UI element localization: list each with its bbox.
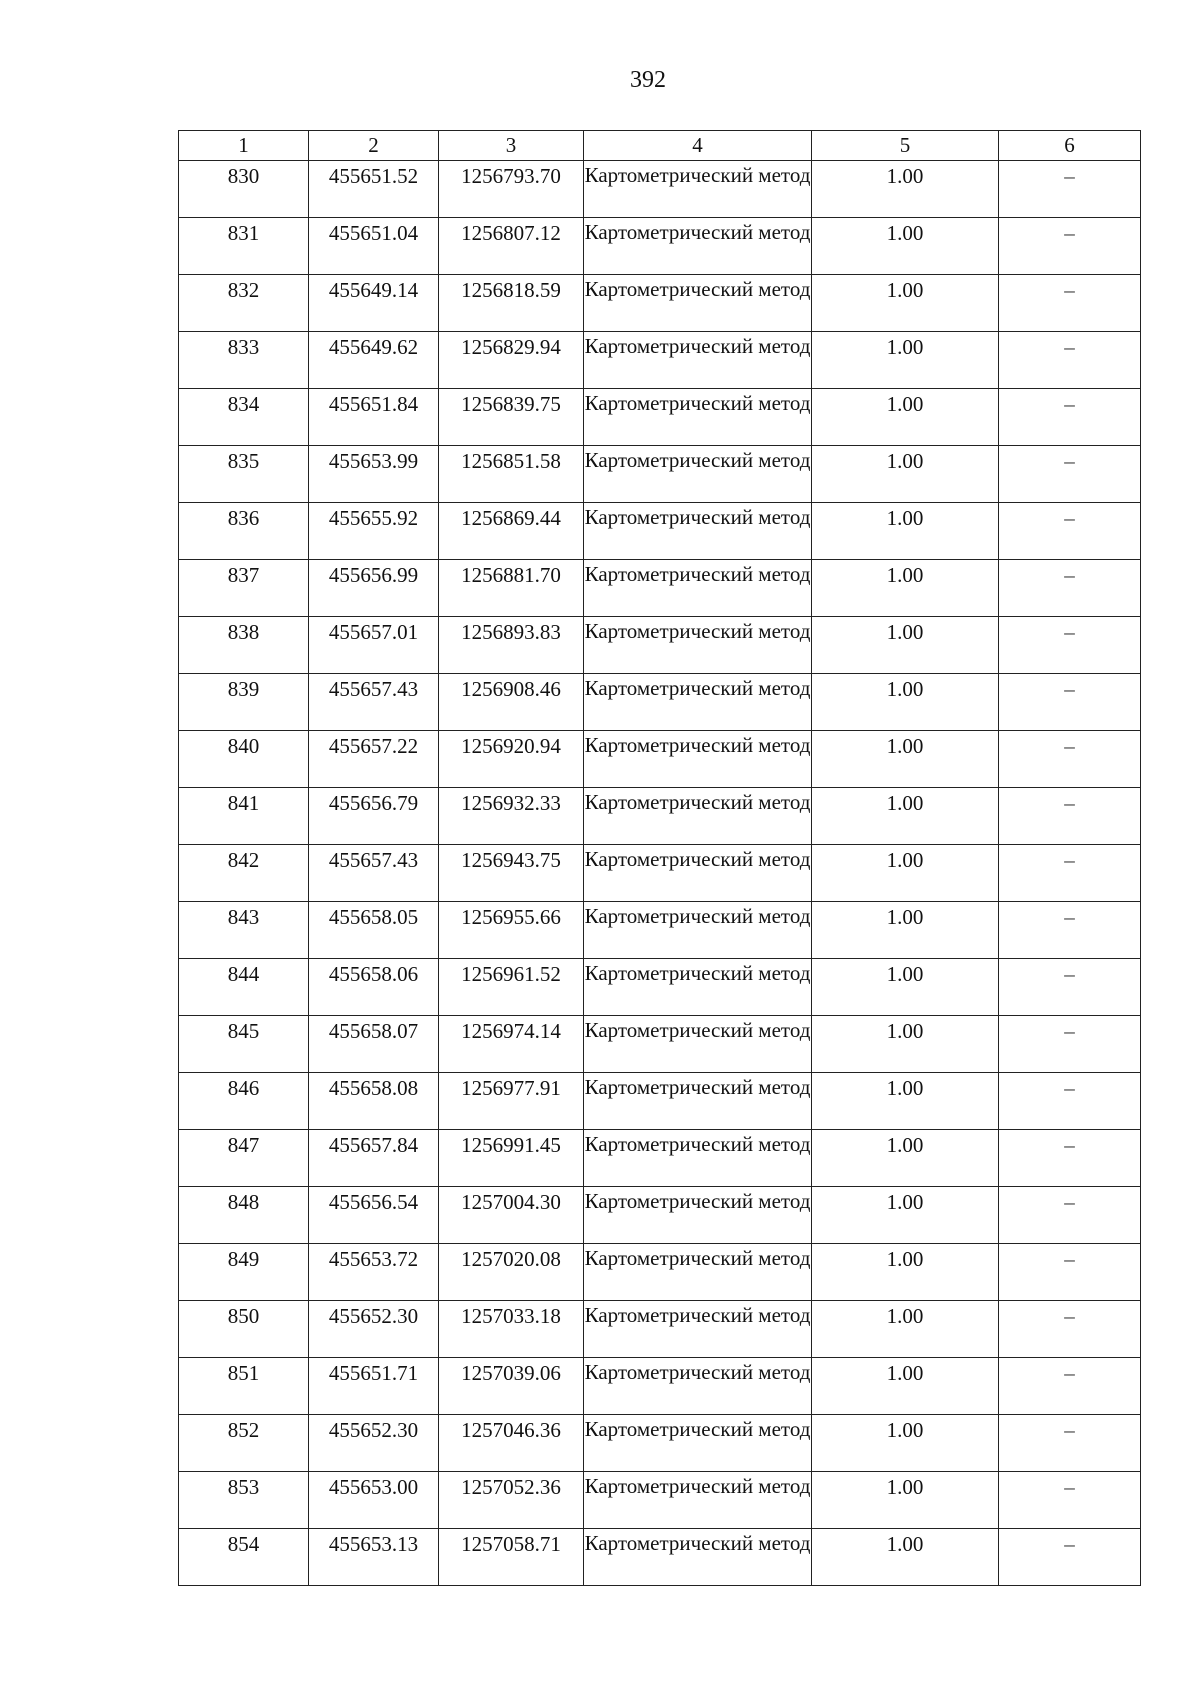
method-cell: Картометрический метод xyxy=(584,845,812,902)
accuracy-cell: 1.00 xyxy=(812,1130,999,1187)
accuracy-cell: 1.00 xyxy=(812,218,999,275)
y-coordinate-cell: 1257052.36 xyxy=(439,1472,584,1529)
note-cell: – xyxy=(999,1130,1141,1187)
y-coordinate-cell: 1256977.91 xyxy=(439,1073,584,1130)
x-coordinate-cell: 455653.13 xyxy=(309,1529,439,1586)
y-coordinate-cell: 1256793.70 xyxy=(439,161,584,218)
method-cell: Картометрический метод xyxy=(584,1529,812,1586)
accuracy-cell: 1.00 xyxy=(812,788,999,845)
accuracy-cell: 1.00 xyxy=(812,275,999,332)
note-cell: – xyxy=(999,1187,1141,1244)
method-cell: Картометрический метод xyxy=(584,1187,812,1244)
x-coordinate-cell: 455655.92 xyxy=(309,503,439,560)
table-row xyxy=(179,1358,1141,1415)
y-coordinate-cell: 1256829.94 xyxy=(439,332,584,389)
x-coordinate-cell: 455649.62 xyxy=(309,332,439,389)
y-coordinate-cell: 1256893.83 xyxy=(439,617,584,674)
accuracy-cell: 1.00 xyxy=(812,332,999,389)
y-coordinate-cell: 1256908.46 xyxy=(439,674,584,731)
note-cell: – xyxy=(999,959,1141,1016)
note-cell: – xyxy=(999,1301,1141,1358)
column-header-5: 5 xyxy=(812,131,999,161)
y-coordinate-cell: 1257039.06 xyxy=(439,1358,584,1415)
table-row xyxy=(179,959,1141,1016)
y-coordinate-cell: 1256974.14 xyxy=(439,1016,584,1073)
point-number-cell: 838 xyxy=(179,617,309,674)
point-number-cell: 833 xyxy=(179,332,309,389)
x-coordinate-cell: 455652.30 xyxy=(309,1415,439,1472)
table-row xyxy=(179,788,1141,845)
table-row xyxy=(179,1472,1141,1529)
column-header-4: 4 xyxy=(584,131,812,161)
x-coordinate-cell: 455653.72 xyxy=(309,1244,439,1301)
method-cell: Картометрический метод xyxy=(584,218,812,275)
y-coordinate-cell: 1256807.12 xyxy=(439,218,584,275)
note-cell: – xyxy=(999,332,1141,389)
note-cell: – xyxy=(999,503,1141,560)
method-cell: Картометрический метод xyxy=(584,161,812,218)
note-cell: – xyxy=(999,1244,1141,1301)
accuracy-cell: 1.00 xyxy=(812,446,999,503)
point-number-cell: 852 xyxy=(179,1415,309,1472)
table-body xyxy=(179,161,1141,1586)
note-cell: – xyxy=(999,902,1141,959)
point-number-cell: 850 xyxy=(179,1301,309,1358)
point-number-cell: 851 xyxy=(179,1358,309,1415)
table-row xyxy=(179,560,1141,617)
method-cell: Картометрический метод xyxy=(584,389,812,446)
point-number-cell: 837 xyxy=(179,560,309,617)
table-row xyxy=(179,161,1141,218)
accuracy-cell: 1.00 xyxy=(812,1073,999,1130)
point-number-cell: 841 xyxy=(179,788,309,845)
table-row xyxy=(179,845,1141,902)
note-cell: – xyxy=(999,161,1141,218)
y-coordinate-cell: 1256920.94 xyxy=(439,731,584,788)
y-coordinate-cell: 1256881.70 xyxy=(439,560,584,617)
x-coordinate-cell: 455657.84 xyxy=(309,1130,439,1187)
note-cell: – xyxy=(999,845,1141,902)
point-number-cell: 844 xyxy=(179,959,309,1016)
table-row xyxy=(179,275,1141,332)
column-header-6: 6 xyxy=(999,131,1141,161)
y-coordinate-cell: 1257004.30 xyxy=(439,1187,584,1244)
table-row xyxy=(179,1415,1141,1472)
point-number-cell: 835 xyxy=(179,446,309,503)
x-coordinate-cell: 455657.22 xyxy=(309,731,439,788)
table-row xyxy=(179,503,1141,560)
x-coordinate-cell: 455651.71 xyxy=(309,1358,439,1415)
table-row xyxy=(179,332,1141,389)
y-coordinate-cell: 1256955.66 xyxy=(439,902,584,959)
note-cell: – xyxy=(999,617,1141,674)
accuracy-cell: 1.00 xyxy=(812,674,999,731)
method-cell: Картометрический метод xyxy=(584,1016,812,1073)
accuracy-cell: 1.00 xyxy=(812,959,999,1016)
point-number-cell: 830 xyxy=(179,161,309,218)
method-cell: Картометрический метод xyxy=(584,1073,812,1130)
accuracy-cell: 1.00 xyxy=(812,389,999,446)
x-coordinate-cell: 455651.84 xyxy=(309,389,439,446)
point-number-cell: 847 xyxy=(179,1130,309,1187)
point-number-cell: 843 xyxy=(179,902,309,959)
method-cell: Картометрический метод xyxy=(584,1415,812,1472)
x-coordinate-cell: 455658.06 xyxy=(309,959,439,1016)
point-number-cell: 846 xyxy=(179,1073,309,1130)
table-row xyxy=(179,1187,1141,1244)
page-number: 392 xyxy=(630,67,666,93)
accuracy-cell: 1.00 xyxy=(812,731,999,788)
accuracy-cell: 1.00 xyxy=(812,902,999,959)
point-number-cell: 848 xyxy=(179,1187,309,1244)
note-cell: – xyxy=(999,1358,1141,1415)
x-coordinate-cell: 455657.43 xyxy=(309,674,439,731)
method-cell: Картометрический метод xyxy=(584,902,812,959)
note-cell: – xyxy=(999,731,1141,788)
column-header-2: 2 xyxy=(309,131,439,161)
point-number-cell: 839 xyxy=(179,674,309,731)
accuracy-cell: 1.00 xyxy=(812,503,999,560)
header-row xyxy=(179,131,1141,161)
x-coordinate-cell: 455656.99 xyxy=(309,560,439,617)
accuracy-cell: 1.00 xyxy=(812,560,999,617)
method-cell: Картометрический метод xyxy=(584,275,812,332)
method-cell: Картометрический метод xyxy=(584,1301,812,1358)
table-row xyxy=(179,389,1141,446)
y-coordinate-cell: 1256869.44 xyxy=(439,503,584,560)
accuracy-cell: 1.00 xyxy=(812,1016,999,1073)
accuracy-cell: 1.00 xyxy=(812,1301,999,1358)
method-cell: Картометрический метод xyxy=(584,731,812,788)
table-row xyxy=(179,902,1141,959)
point-number-cell: 831 xyxy=(179,218,309,275)
method-cell: Картометрический метод xyxy=(584,959,812,1016)
x-coordinate-cell: 455651.04 xyxy=(309,218,439,275)
y-coordinate-cell: 1257033.18 xyxy=(439,1301,584,1358)
point-number-cell: 832 xyxy=(179,275,309,332)
table-header xyxy=(179,131,1141,161)
point-number-cell: 849 xyxy=(179,1244,309,1301)
point-number-cell: 854 xyxy=(179,1529,309,1586)
accuracy-cell: 1.00 xyxy=(812,617,999,674)
x-coordinate-cell: 455652.30 xyxy=(309,1301,439,1358)
accuracy-cell: 1.00 xyxy=(812,845,999,902)
method-cell: Картометрический метод xyxy=(584,1244,812,1301)
table-row xyxy=(179,731,1141,788)
x-coordinate-cell: 455656.79 xyxy=(309,788,439,845)
table-row xyxy=(179,1016,1141,1073)
y-coordinate-cell: 1256961.52 xyxy=(439,959,584,1016)
accuracy-cell: 1.00 xyxy=(812,1472,999,1529)
x-coordinate-cell: 455653.00 xyxy=(309,1472,439,1529)
point-number-cell: 853 xyxy=(179,1472,309,1529)
x-coordinate-cell: 455649.14 xyxy=(309,275,439,332)
y-coordinate-cell: 1256839.75 xyxy=(439,389,584,446)
y-coordinate-cell: 1256851.58 xyxy=(439,446,584,503)
coordinates-table xyxy=(178,130,1141,1586)
x-coordinate-cell: 455653.99 xyxy=(309,446,439,503)
note-cell: – xyxy=(999,275,1141,332)
table-row xyxy=(179,1073,1141,1130)
note-cell: – xyxy=(999,674,1141,731)
note-cell: – xyxy=(999,218,1141,275)
method-cell: Картометрический метод xyxy=(584,1472,812,1529)
x-coordinate-cell: 455658.07 xyxy=(309,1016,439,1073)
note-cell: – xyxy=(999,1529,1141,1586)
y-coordinate-cell: 1256991.45 xyxy=(439,1130,584,1187)
accuracy-cell: 1.00 xyxy=(812,1529,999,1586)
x-coordinate-cell: 455658.05 xyxy=(309,902,439,959)
table-row xyxy=(179,446,1141,503)
note-cell: – xyxy=(999,1016,1141,1073)
x-coordinate-cell: 455657.43 xyxy=(309,845,439,902)
x-coordinate-cell: 455657.01 xyxy=(309,617,439,674)
point-number-cell: 840 xyxy=(179,731,309,788)
method-cell: Картометрический метод xyxy=(584,446,812,503)
accuracy-cell: 1.00 xyxy=(812,1358,999,1415)
table-row xyxy=(179,1301,1141,1358)
accuracy-cell: 1.00 xyxy=(812,1244,999,1301)
x-coordinate-cell: 455658.08 xyxy=(309,1073,439,1130)
y-coordinate-cell: 1256943.75 xyxy=(439,845,584,902)
method-cell: Картометрический метод xyxy=(584,503,812,560)
method-cell: Картометрический метод xyxy=(584,332,812,389)
note-cell: – xyxy=(999,1472,1141,1529)
method-cell: Картометрический метод xyxy=(584,1130,812,1187)
y-coordinate-cell: 1257046.36 xyxy=(439,1415,584,1472)
table-row xyxy=(179,1529,1141,1586)
column-header-3: 3 xyxy=(439,131,584,161)
note-cell: – xyxy=(999,1415,1141,1472)
note-cell: – xyxy=(999,389,1141,446)
y-coordinate-cell: 1257058.71 xyxy=(439,1529,584,1586)
accuracy-cell: 1.00 xyxy=(812,161,999,218)
method-cell: Картометрический метод xyxy=(584,1358,812,1415)
table-row xyxy=(179,1130,1141,1187)
x-coordinate-cell: 455651.52 xyxy=(309,161,439,218)
method-cell: Картометрический метод xyxy=(584,674,812,731)
point-number-cell: 842 xyxy=(179,845,309,902)
note-cell: – xyxy=(999,788,1141,845)
accuracy-cell: 1.00 xyxy=(812,1187,999,1244)
method-cell: Картометрический метод xyxy=(584,560,812,617)
point-number-cell: 834 xyxy=(179,389,309,446)
point-number-cell: 836 xyxy=(179,503,309,560)
method-cell: Картометрический метод xyxy=(584,617,812,674)
note-cell: – xyxy=(999,446,1141,503)
y-coordinate-cell: 1257020.08 xyxy=(439,1244,584,1301)
point-number-cell: 845 xyxy=(179,1016,309,1073)
note-cell: – xyxy=(999,1073,1141,1130)
column-header-1: 1 xyxy=(179,131,309,161)
table-row xyxy=(179,617,1141,674)
table-row xyxy=(179,674,1141,731)
y-coordinate-cell: 1256818.59 xyxy=(439,275,584,332)
table-row xyxy=(179,1244,1141,1301)
accuracy-cell: 1.00 xyxy=(812,1415,999,1472)
table-row xyxy=(179,218,1141,275)
method-cell: Картометрический метод xyxy=(584,788,812,845)
y-coordinate-cell: 1256932.33 xyxy=(439,788,584,845)
note-cell: – xyxy=(999,560,1141,617)
x-coordinate-cell: 455656.54 xyxy=(309,1187,439,1244)
